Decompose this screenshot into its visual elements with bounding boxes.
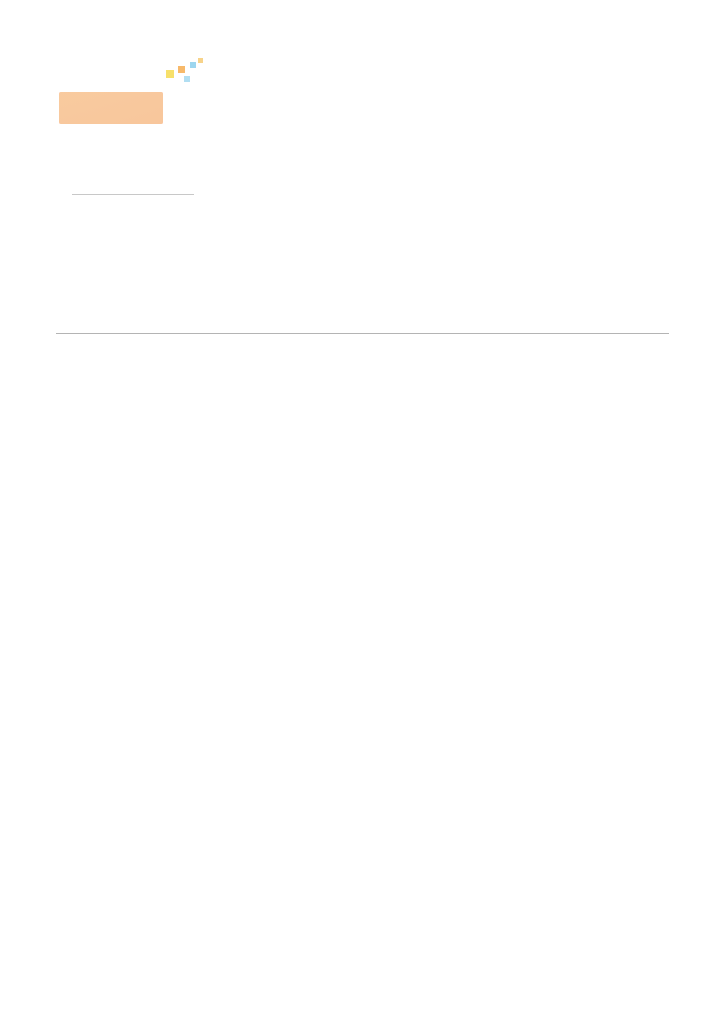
orthomalin-logo-graphic: [56, 56, 216, 126]
rubric-row: [56, 307, 670, 327]
thumbshots-brand: [74, 180, 75, 194]
entry-content: [56, 251, 670, 334]
entry-meta: [56, 251, 670, 269]
orthomalin-logo: [56, 56, 216, 126]
thumbshots-divider: [72, 194, 194, 195]
thumbshots-placeholder: [66, 178, 198, 214]
content-divider: [56, 333, 669, 334]
print-footer: [56, 509, 670, 523]
url-row: [56, 287, 670, 307]
